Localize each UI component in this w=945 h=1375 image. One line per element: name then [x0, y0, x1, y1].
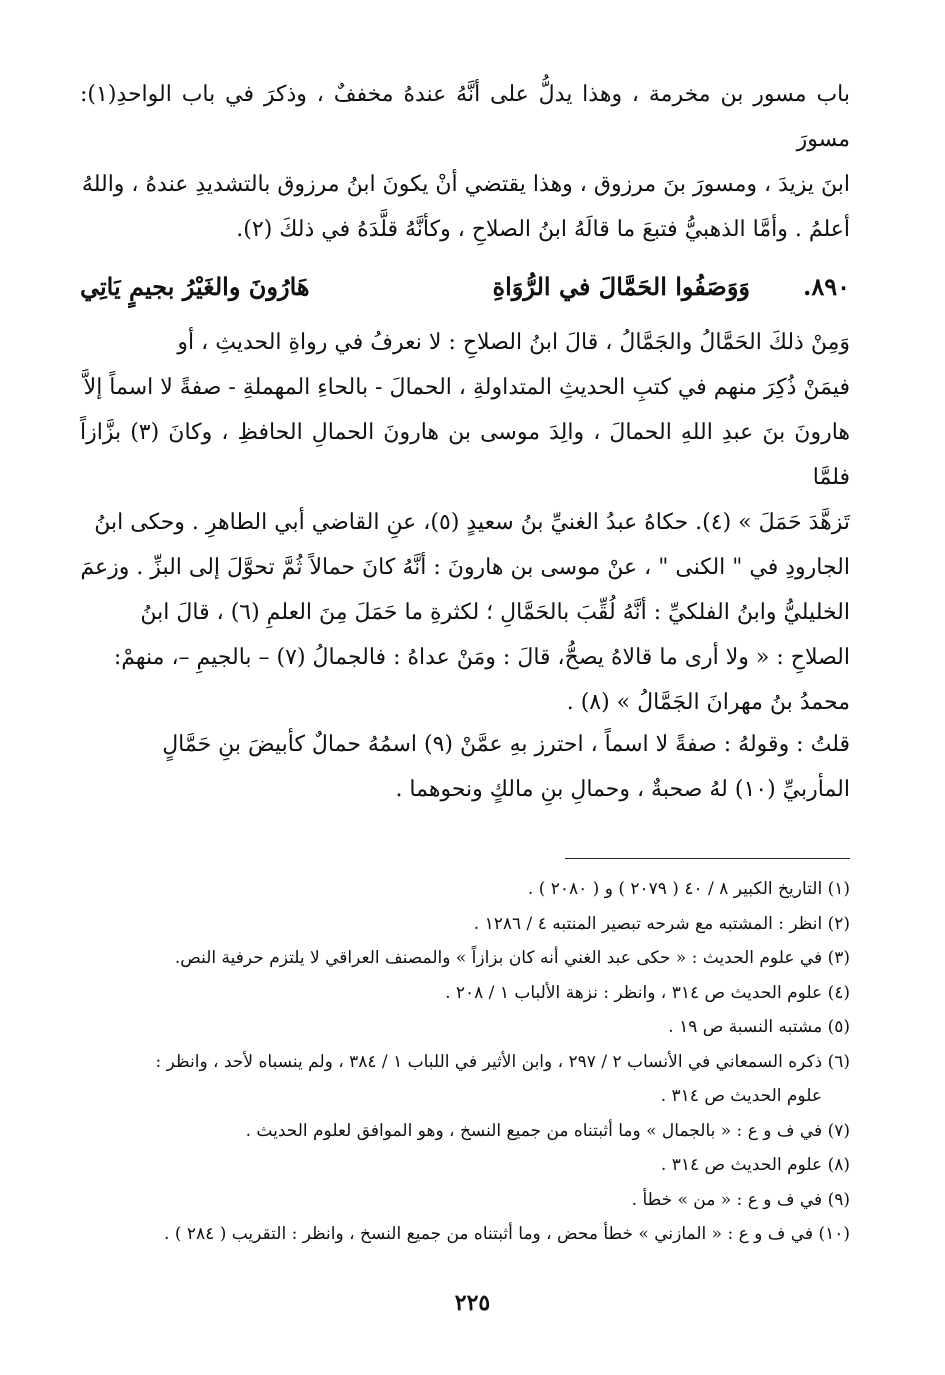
text-line: الصلاحِ : « ولا أرى ما قالاهُ يصحُّ، قالَ : ومَنْ عداهُ : فالجمالُ (٧) – بالجيمِ –، منهمْ:	[113, 645, 850, 670]
text-line: باب مسور بن مخرمة ، وهذا يدلُّ على أنَّهُ عندهُ مخففٌ ، وذكرَ في باب الواحدِ(١): مسورَ	[80, 82, 850, 152]
text-line: تَزهَّدَ حَمَلَ » (٤). حكاهُ عبدُ الغنيِّ بنُ سعيدٍ (٥)، عنِ القاضي أبي الطاهرِ . وحكى ابنُ	[94, 510, 850, 535]
text-line: ابنَ يزيدَ ، ومسورَ بنَ مرزوق ، وهذا يقتضي أنْ يكونَ ابنُ مرزوق بالتشديدِ عندهُ ، واللهُ	[81, 172, 850, 197]
footnote-separator	[565, 858, 850, 859]
text-line: وَمِنْ ذلكَ الحَمَّالُ والجَمَّالُ ، قالَ ابنُ الصلاحِ : لا نعرفُ في رواةِ الحديثِ ، أو	[177, 330, 850, 355]
verse-first-hemistich: وَوَصَفُوا الحَمَّالَ في الرُّوَاةِ	[492, 272, 750, 301]
verse-number: ٨٩٠.	[802, 272, 850, 301]
footnote: (١٠) في ف و ع : « المازني » خطأ محض ، وما أثبتناه من جميع النسخ ، وانظر : التقريب ( ٢٨٤ ) .	[164, 1224, 850, 1244]
footnote: (١) التاريخ الكبير ٨ / ٤٠ ( ٢٠٧٩ ) و ( ٢٠٨٠ ) .	[527, 879, 850, 899]
text-line: هارونَ بنَ عبدِ اللهِ الحمالَ ، والِدَ موسى بن هارونَ الحمالِ الحافظِ ، وكانَ (٣) بزَّازاً فلمَّا	[80, 420, 850, 490]
text-line: محمدُ بنُ مهرانَ الجَمَّالُ » (٨) .	[566, 690, 850, 715]
footnote: (٥) مشتبه النسبة ص ١٩ .	[668, 1017, 850, 1037]
author-note-paragraph	[80, 722, 850, 812]
footnote-continuation: علوم الحديث ص ٣١٤ .	[660, 1086, 822, 1106]
footnote: (٣) في علوم الحديث : « حكى عبد الغني أنه كان بزازاً » والمصنف العراقي لا يلتزم حرفية النص.	[174, 948, 850, 968]
text-line: قلتُ : وقولهُ : صفةً لا اسماً ، احترز بهِ عمَّنْ (٩) اسمُهُ حمالٌ كأبيضَ بنِ حَمَّالٍ	[162, 732, 850, 757]
page-number: ٢٢٥	[454, 1290, 491, 1316]
text-line: المأربيِّ (١٠) لهُ صحبةٌ ، وحمالِ بنِ مالكٍ ونحوهما .	[395, 777, 850, 802]
footnote: (٧) في ف و ع : « بالجمال » وما أثبتناه من جميع النسخ ، وهو الموافق لعلوم الحديث .	[245, 1120, 850, 1141]
footnote: (٨) علوم الحديث ص ٣١٤ .	[660, 1155, 850, 1175]
verse-second-hemistich: هَارُونَ والغَيْرُ بجيمٍ يَاتِي	[80, 272, 310, 301]
footnote: (٩) في ف و ع : « من » خطأ .	[631, 1189, 850, 1210]
text-line: الخليليُّ وابنُ الفلكيِّ : أنَّهُ لُقِّبَ بالحَمَّالِ ؛ لكثرةِ ما حَمَلَ مِنَ العلمِ (٦) ، قالَ ابنُ	[140, 600, 850, 625]
commentary-paragraph	[80, 320, 850, 725]
verse-line	[80, 262, 850, 312]
footnote: (٦) ذكره السمعاني في الأنساب ٢ / ٢٩٧ ، وابن الأثير في اللباب ١ / ٣٨٤ ، ولم ينسباه لأحد ، وانظر :	[155, 1051, 850, 1072]
text-line: أعلمُ . وأمَّا الذهبيُّ فتبعَ ما قالَهُ ابنُ الصلاحِ ، وكأنَّهُ قلَّدَهُ في ذلكَ (٢).	[236, 217, 850, 242]
opening-paragraph	[80, 72, 850, 252]
footnote: (٤) علوم الحديث ص ٣١٤ ، وانظر : نزهة الألباب ١ / ٢٠٨ .	[445, 982, 850, 1003]
text-line: فيمَنْ ذُكِرَ منهم في كتبِ الحديثِ المتداولةِ ، الحمالَ - بالحاءِ المهملةِ - صفةً لا اسماً إلاَّ	[83, 375, 850, 400]
footnote: (٢) انظر : المشتبه مع شرحه تبصير المنتبه ٤ / ١٢٨٦ .	[473, 913, 850, 934]
text-line: الجارودِ في " الكنى " ، عنْ موسى بن هارونَ : أنَّهُ كانَ حمالاً ثُمَّ تحوَّلَ إلى البزِّ . وزعمَ	[80, 555, 850, 580]
footnotes	[80, 872, 850, 1252]
